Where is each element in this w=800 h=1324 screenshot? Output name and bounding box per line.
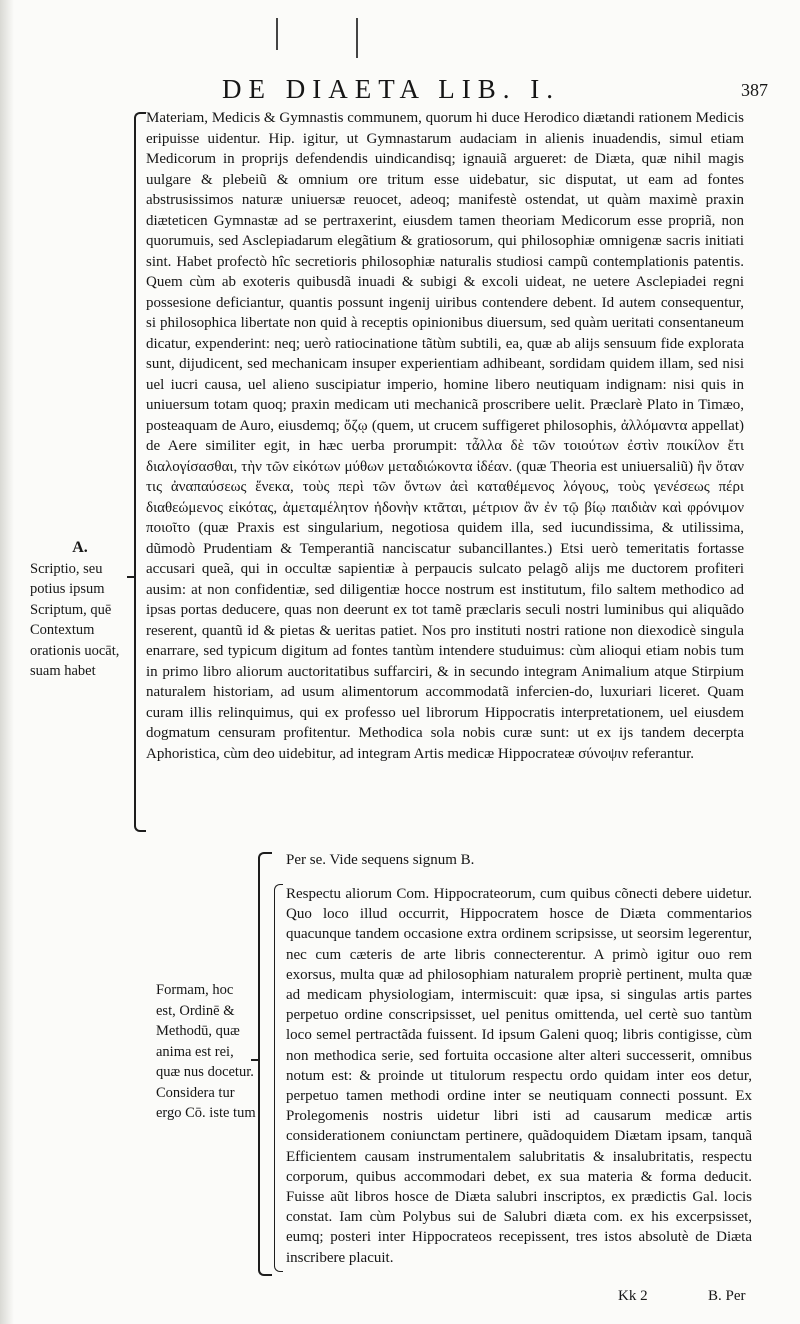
main-brace: [134, 112, 146, 832]
page-number: 387: [741, 80, 768, 100]
catchword: B. Per: [708, 1288, 746, 1304]
lower-brace: [258, 852, 272, 1276]
side-note-a-text: Scriptio, seu potius ipsum Scriptum, quē Contextum orationis uocāt, suam habet: [30, 560, 120, 679]
sub-section-b: [286, 884, 752, 1268]
side-note-a-label: A.: [72, 539, 88, 556]
signature-mark: Kk 2: [618, 1288, 648, 1304]
page-header: [222, 74, 768, 108]
printer-mark-left: [276, 18, 278, 50]
page-gutter-shadow: [0, 0, 14, 1324]
side-note-b: [156, 980, 256, 1124]
sub-a-text: Per se. Vide sequens signum B.: [286, 852, 475, 868]
main-paragraph: Materiam, Medicis & Gymnastis communem, quorum hi duce Herodico diætandi rationem Medicis eripuisse uidentur. Hip. igitur, ut Gymnastarum audaciam in alienis inuadendis, simul etiam Medicorum in proprijs defendendis uindicandisq; ignauiã argueret: de Diæta, quæ nihil magis uulgare & plebeiũ & omnium ore tritum esse uidebatur, sic disputat, ut eam ad fontes abstrusissimos naturæ uniuersæ reuocet, adeoq; manifestè ostendat, ut quàm maximè praxin diæteticen Gymnastæ ad se pertraxerint, eiusdem tamen theoriam Medicorum esse propriã, non quorumuis, sed Asclepiadarum elegãtium & gratiosorum, qui philosophiæ omnigenæ sacris initiati sint. Habet profectò hîc secretioris philosophiæ naturalis studiosi campũ contemplationis patentis. Quem cùm ab exoteris quibusdã inuadi & subigi & excoli uideat, ne uetere Asclepiadei regni possesione deficiantur, quantis possunt ingenij uiribus contendere debent. Id autem consequentur, si philosophica libertate non quid à receptis opinionibus diuersum, sed quàm ueritati consentaneum dicatur, expenderint: neq; uerò ratiocinatione tãtùm subtili, ea, quæ ab alijs sensuum fide explorata sunt, dijudicent, sed mechanicam insuper experientiam adhibeant, sordidam quidem illam, sed nisi uel iucri causa, uel alieno suscipiatur imperio, homine libero neutiquam indignam: nisi quis in uniuersum totam quoq; praxin medicam uti mechanicã proscribere uelit. Præclarè Plato in Timæo, posteaquam de Auro, eiusdemq; ὄζῳ (quem, ut crucem suffigeret philosophis, ἀλλόμαντα appellat) de Aere similiter egit, in hæc uerba prorumpit: τἆλλα δὲ τῶν τοιούτων ἐστὶν ποικίλον ἔτι διαλογίσασθαι, τὴν τῶν εἰκότων μύθων μεταδιώκοντα ἰδέαν. (quæ Theoria est uniuersaliũ) ἣν ὅταν τις ἀναπαύσεως ἕνεκα, τοὺς περὶ τῶν ὄντων ἀεὶ καταθέμενος λόγους, τοὺς γενέσεως πέρι διαθεώμενος εἰκότας, ἀμεταμέλητον ἡδονὴν κτᾶται, μέτριον ἂν ἐν τῷ βίῳ παιδιὰν καὶ φρόνιμον ποιοῖτο (quæ Praxis est singularium, negotiosa quidem illa, sed iucundissima, & utilissima, dũmodò Prudentiam & Temperantiã nanciscatur subancillantes.) Etsi uerò temeritatis fortasse accusari queã, qui in occultæ sapientiæ à perpaucis sulcato pelagõ alijs me ductorem profiteri ausim: at non confidentiæ, sed diligentiæ hocce nostrum est institutum, filo saltem methodico ad ipsas portas deducere, quas non deerunt ex tot tamẽ præclaris seculi nostri luminibus qui aliquãdo reserent, quantũ id & pietas & ueritas patiet. Nos pro instituti nostri ratione non diexodicè singula enarrare, sed typicum digitum ad fontes tantùm intendere studuimus: cùm alioqui etiam nobis tum in primo libro aliorum auctoritatibus suffarciri, & in secundo integram Animalium atque Stirpium naturalem historiam, ad usum alimentorum accommodatã infercien-do, luxuriari liceret. Quam curam illis relinquimus, qui ex professo uel librorum Hippocratis interpretationem, uel eiusdem dogmatum censuram profitentur. Methodica sola nobis curæ sunt: ut ex ijs tandem decerpta Aphoristica, cùm deo uidebitur, ad integram Artis medicæ Hippocrateæ σύνοψιν referantur.: [146, 110, 744, 762]
printer-mark-right: [356, 18, 358, 58]
running-title: DE DIAETA LIB. I.: [222, 74, 561, 104]
main-text-block: [146, 108, 744, 764]
sub-b-text: Respectu aliorum Com. Hippocrateorum, cum quibus cõnecti debere uidetur. Quo loco illud occurrit, Hippocratem hosce de Diæta commentarios quacunque tandem occasione extra ordinem scripsisse, ut seorsim legerentur, nec cum cæteris de arte libris connecterentur. A primò igitur ouo rem exorsus, multa quæ ad philosophiam naturalem propriè pertinent, multa quæ ad medicam physiologiam, intermiscuit: quæ ipsa, si singulas artis partes perpetuo ordine conscripsisset, uel penitus omittenda, uel certè suo tantùm loco semel pertractãda fuissent. Id ipsum Galeni quoq; libris contigisse, cùm non methodica serie, sed fortuita occasione alter alteri successerit, omnibus notum est: & proinde ut titulorum respectu ordo quidam inter eos detur, perpetuo tamen methodi ordine inter se neutiquam connecti possunt. Ex Prolegomenis nostris uidetur libri isti ad causarum medicæ artis considerationem coniunctam pertinere, quãdoquidem Diætam ipsam, tanquã Efficientem causam instrumentalem salubritatis & insalubritatis, respectu corporum, quibus accommodari debet, ex sua materia & forma deducit. Fuisse aũt libros hosce de Diæta salubri inscriptos, ex prædictis Gal. locis constat. Iam cùm Polybus sui de Salubri diæta com. ex his excerpsisset, eumq; posteri inter Hippocrateos recepissent, tres istos absolutè de Diæta inscribere placuit.: [286, 886, 752, 1266]
side-note-b-text: Formam, hoc est, Ordinē & Methodū, quæ anima est rei, quæ nus docetur. Considera tur ergo Cō. iste tum: [156, 982, 256, 1121]
sub-section-a: [286, 850, 746, 871]
inner-brace: [274, 884, 283, 1272]
side-note-a: [30, 538, 130, 682]
